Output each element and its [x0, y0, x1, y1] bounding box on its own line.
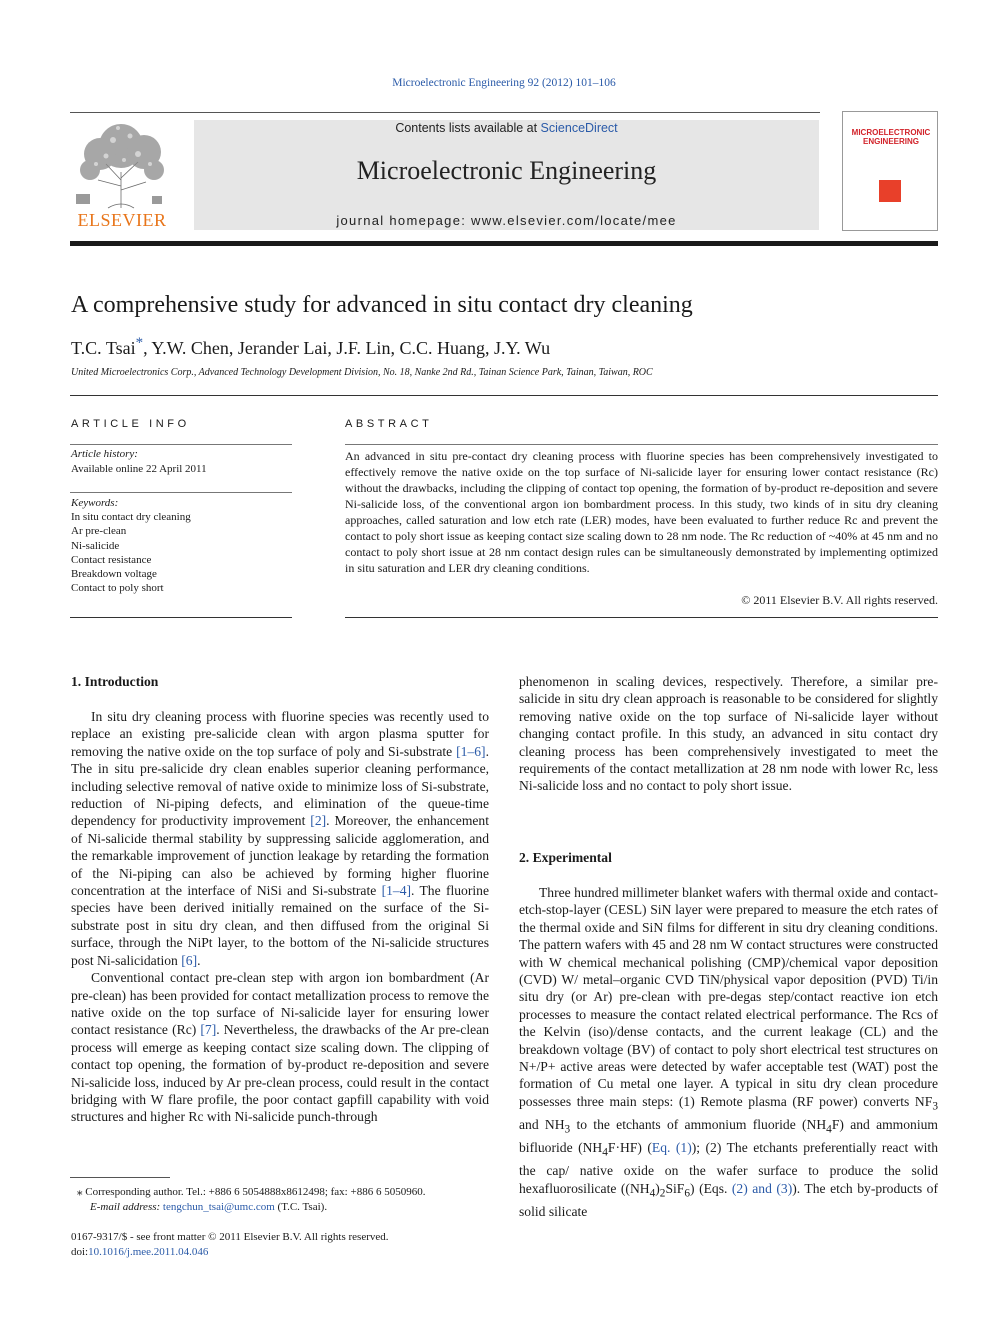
issn-line: 0167-9317/$ - see front matter © 2011 Elsevier B.V. All rights reserved.	[71, 1231, 389, 1243]
keyword: Contact resistance	[71, 553, 152, 566]
citation-1-4[interactable]: [1–4]	[381, 883, 412, 899]
header-thick-rule	[70, 241, 938, 246]
keywords-rule	[70, 492, 292, 493]
cover-title: MICROELECTRONIC ENGINEERING	[851, 128, 931, 146]
history-label: Article history:	[71, 448, 138, 460]
other-authors: , Y.W. Chen, Jerander Lai, J.F. Lin, C.C. Huang, J.Y. Wu	[143, 338, 551, 358]
email-link[interactable]: tengchun_tsai@umc.com	[162, 1201, 275, 1213]
experimental-heading: 2. Experimental	[519, 850, 612, 865]
author-list	[71, 335, 550, 359]
contents-prefix: Contents lists available at	[395, 121, 541, 135]
cover-graphic	[879, 180, 901, 202]
equation-1-link[interactable]: Eq. (1)	[651, 1140, 692, 1156]
intro-paragraph-3: phenomenon in scaling devices, respectively. Therefore, a similar pre-salicide in situ dry clean approach is reasonable to be considered for slightly removing native oxide on the top surface of Ni-salicide layer without changing contact profile. In this study, an advanced in situ contact dry cleaning process has been comprehensively investigated to meet the requirements of the contact metallization at 28 nm node with lower Rc, less Ni-salicide loss and no contact to poly short issue.	[519, 674, 938, 794]
keyword-list	[71, 510, 191, 596]
keywords-label: Keywords:	[71, 497, 119, 509]
article-info-heading: ARTICLE INFO	[71, 418, 190, 430]
keyword: Ar pre-clean	[71, 525, 127, 538]
tree-icon	[68, 120, 174, 210]
journal-reference[interactable]: Microelectronic Engineering 92 (2012) 101–106	[392, 77, 616, 89]
title-divider	[70, 395, 938, 396]
history-value: Available online 22 April 2011	[71, 463, 207, 475]
elsevier-wordmark: ELSEVIER	[77, 210, 167, 230]
article-info-bottom-rule	[70, 617, 292, 618]
keyword: Ni-salicide	[71, 539, 120, 552]
equation-3-link[interactable]: (3)	[776, 1180, 793, 1196]
abstract-bottom-rule	[345, 617, 938, 618]
citation-6[interactable]: [6]	[181, 952, 198, 968]
keyword: In situ contact dry cleaning	[71, 511, 191, 523]
citation-2[interactable]: [2]	[310, 813, 327, 829]
corresponding-author-footnote: ⁎ Corresponding author. Tel.: +886 6 5054888x8612498; fax: +886 6 5050960.	[77, 1186, 426, 1198]
keyword: Contact to poly short	[71, 582, 164, 595]
keyword: Breakdown voltage	[71, 568, 157, 581]
left-column	[71, 708, 489, 1126]
doi-line: doi:10.1016/j.mee.2011.04.046	[71, 1246, 209, 1258]
abstract-text: An advanced in situ pre-contact dry cleaning process with fluorine species has been comprehensively investigated to effectively remove the native oxide on the top surface of Ni-salicide layer for ensuring lower contact resistance (Rc) without the drawbacks, including the clipping of contact top opening, the formation of by-product re-deposition and severe Ni-salicide loss, of the conventional argon ion bombardment process. In this study, two kinds of in situ dry cleaning approaches, called saturation and low etch rate (LER) modes, have been evaluated to further reduce Rc and prevent the contact to poly short issue as keeping contact size scaling down to 28 nm node. The Rc reduction of ~40% at 45 nm and no contact to poly short issue at 28 nm contact design rules can be simultaneously demonstrated by implementing optimized in situ saturation and LER dry cleaning conditions.	[345, 449, 938, 575]
article-info-rule	[70, 444, 292, 445]
introduction-heading: 1. Introduction	[71, 674, 159, 689]
intro-paragraph-1: In situ dry cleaning process with fluorine species was recently used to replace an existing pre-salicide clean with argon plasma sputter for removing the native oxide on the top surface of poly and Si-substrate [1–6]. The in situ pre-salicide dry clean enables superior cleaning performance, including selective removal of native oxide to minimize loss of Si-substrate, reduction of Ni-piping defects, and elimination of the queue-time dependency for productivity improvement [2]. Moreover, the enhancement of Ni-salicide thermal stability by suppressing salicide agglomeration, and the remarkable improvement of junction leakage by retarding the formation of the Ni-piping can also be achieved by forming higher fluorine concentration at the interface of NiSi and Si-substrate [1–4]. The fluorine species have been derived initially remained on the surface of the Si-substrate post in situ dry clean, and then diffused from the original Si surface, through the NiPt layer, to the bottom of the Ni-salicide structures post Ni-salicidation [6].	[71, 709, 490, 968]
abstract-copyright: © 2011 Elsevier B.V. All rights reserved.	[741, 593, 938, 607]
abstract-rule	[345, 444, 938, 445]
intro-paragraph-2: Conventional contact pre-clean step with argon ion bombardment (Ar pre-clean) has been provided for contact metallization process to remove the native oxide on the top surface of Ni-salicide layer for ensuring lower contact resistance (Rc) [7]. Nevertheless, the drawbacks of the Ar pre-clean process will emerge as keeping contact size scaling down. The clipping of contact top opening, the formation of by-product re-deposition and severe Ni-salicide loss, induced by Ar pre-clean process, could result in the contact bridging with W flare profile, the poor contact gapfill capability with void structures and higher Rc with Ni-salicide punch-through	[71, 970, 489, 1125]
first-author: T.C. Tsai	[71, 338, 136, 358]
contents-line	[194, 121, 819, 135]
citation-7[interactable]: [7]	[200, 1022, 217, 1038]
email-footnote: E-mail address: tengchun_tsai@umc.com (T.C. Tsai).	[90, 1201, 328, 1213]
footnote-rule	[70, 1177, 170, 1178]
sciencedirect-link[interactable]: ScienceDirect	[540, 121, 618, 135]
equation-2-link[interactable]: (2)	[731, 1180, 748, 1196]
experimental-paragraph: Three hundred millimeter blanket wafers with thermal oxide and contact-etch-stop-layer (CESL) SiN layer were prepared to measure the etch rates of the thermal oxide and SiN films for different in situ dry cleaning conditions. The pattern wafers with 45 and 28 nm W contact structures were constructed with W chemical mechanical polishing (CMP)/chemical vapor deposition (CVD) W/ metal–organic CVD TiN/physical vapor deposition (PVD) Ti/in situ dry (or Ar) pre-clean with pre-degas step/contact reactive ion etch processes to measure the contact related electrical performance. The Rcs of the Kelvin (iso)/dense contacts, and the current leakage (CL) and the breakdown voltage (BV) of contact to poly short electrical test structures on N+/P+ active areas were detected by wafer acceptable test (WAT) post the formation of Cu metal one layer. A typical in situ dry clean procedure possesses three main steps: (1) Remote plasma (RF power) converts $NF_3$ and $NH_3$ to the etchants of ammonium fluoride $(NH_4F)$ and ammonium bifluoride $(NH_4F\cdot HF)$ (Eq. (1)); (2) The etchants preferentially react with the cap/ native oxide on the wafer surface to produce the solid hexafluorosilicate $((NH_4)_2SiF_6)$ (Eqs. (2) and (3)). The etch by-products of solid silicate	[519, 885, 938, 1219]
abstract-heading: ABSTRACT	[345, 418, 433, 430]
affiliation: United Microelectronics Corp., Advanced Technology Development Division, No. 18, Nanke 2nd Rd., Tainan Science Park, Tainan, Taiwan, ROC	[71, 367, 653, 378]
corresponding-author-mark[interactable]: *	[135, 335, 144, 351]
header-rule	[70, 112, 820, 113]
journal-homepage[interactable]: journal homepage: www.elsevier.com/locate/mee	[336, 213, 677, 228]
paper-title: A comprehensive study for advanced in situ contact dry cleaning	[71, 292, 693, 318]
citation-1-6[interactable]: [1–6]	[456, 743, 486, 759]
journal-cover-thumbnail[interactable]	[842, 111, 938, 231]
doi-link[interactable]: 10.1016/j.mee.2011.04.046	[88, 1246, 209, 1258]
journal-title: Microelectronic Engineering	[356, 156, 657, 185]
